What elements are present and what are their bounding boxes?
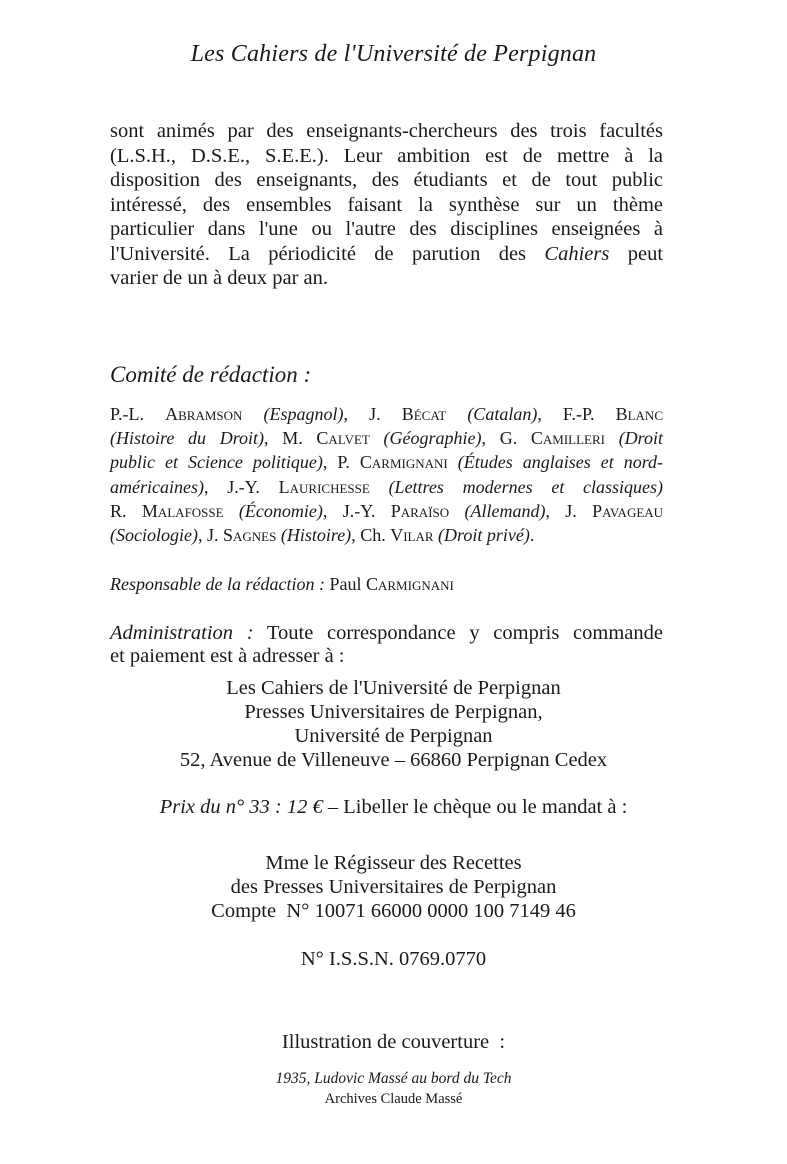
member-discipline-part: (Droit <box>618 428 664 449</box>
member-initials: J. <box>565 500 577 521</box>
member-initials: F.-P. <box>562 404 595 424</box>
editor-first-name: Paul <box>329 574 362 594</box>
running-header: Les Cahiers de l'Université de Perpignan <box>190 41 597 67</box>
cahiers-italic: Cahiers <box>544 242 610 265</box>
member-name: Carmignani <box>359 452 448 473</box>
member-discipline: (Catalan) <box>467 404 538 424</box>
member-name: Bécat <box>401 404 447 424</box>
committee-list <box>110 402 663 547</box>
committee-line: P.-L. Abramson (Espagnol), J. Bécat (Catalan), F.-P. Blanc <box>110 404 663 424</box>
member-initials: Ch. <box>360 524 386 545</box>
intro-line-tail: peut <box>627 242 664 265</box>
member-name: Blanc <box>615 404 663 424</box>
member-discipline: (Histoire) <box>280 524 352 545</box>
issn-number: N° I.S.S.N. 0769.0770 <box>300 948 487 970</box>
member-discipline: (Géographie) <box>383 428 482 449</box>
address-line: Université de Perpignan <box>294 725 493 747</box>
admin-label: Administration : <box>110 622 254 644</box>
member-initials: J.-Y. <box>342 500 376 521</box>
member-discipline: (Droit privé) <box>438 524 530 545</box>
member-initials: J. <box>369 404 381 424</box>
intro-paragraph <box>110 119 663 291</box>
member-initials: J. <box>206 524 219 545</box>
intro-line <box>110 242 663 267</box>
payee-line: Compte N° 10071 66000 0000 100 7149 46 <box>211 900 576 922</box>
payee-line: des Presses Universitaires de Perpignan <box>230 876 557 898</box>
committee-line: public et Science politique), P. Carmignani (Études anglaises et nord- <box>110 452 664 473</box>
member-name: Laurichesse <box>278 476 370 497</box>
member-name: Malafosse <box>141 500 224 521</box>
member-discipline: (Lettres modernes et classiques) <box>388 476 664 497</box>
member-name: Paraïso <box>390 500 450 521</box>
editor-in-charge <box>110 574 454 595</box>
member-name: Abramson <box>165 404 243 424</box>
payee-line: Mme le Régisseur des Recettes <box>265 852 522 874</box>
member-initials: R. <box>110 500 127 521</box>
editor-label: Responsable de la rédaction : <box>110 574 325 594</box>
member-discipline-part: américaines) <box>110 476 204 497</box>
address-line: Presses Universitaires de Perpignan, <box>244 701 543 723</box>
price-label: Prix du n° 33 : 12 € <box>159 796 323 818</box>
price-text: – Libeller le chèque ou le mandat à : <box>327 796 628 818</box>
intro-line: sont animés par des enseignants-chercheurs des trois facultés <box>110 120 663 142</box>
intro-line: disposition des enseignants, des étudiants et de tout public <box>110 169 663 191</box>
member-discipline: (Histoire du Droit) <box>110 428 265 449</box>
member-discipline: (Espagnol) <box>263 404 344 424</box>
committee-line: R. Malafosse (Économie), J.-Y. Paraïso (Allemand), J. Pavageau <box>110 500 664 521</box>
member-name: Camilleri <box>530 428 605 449</box>
intro-line-text: l'Université. La périodicité de parution des <box>110 242 527 265</box>
committee-line: (Histoire du Droit), M. Calvet (Géographie), G. Camilleri (Droit <box>110 428 664 449</box>
intro-line: particulier dans l'une ou l'autre des disciplines enseignées à <box>110 218 663 240</box>
cover-credit: Archives Claude Massé <box>324 1091 463 1107</box>
administration-block <box>110 622 663 668</box>
member-name: Sagnes <box>223 524 277 545</box>
admin-line <box>110 622 663 645</box>
admin-line: et paiement est à adresser à : <box>110 645 345 667</box>
price-line <box>0 795 787 819</box>
member-initials: P.-L. <box>110 404 145 424</box>
admin-text: Toute correspondance y compris commande <box>266 622 663 644</box>
member-initials: G. <box>499 428 518 449</box>
committee-line: américaines), J.-Y. Laurichesse (Lettres modernes et classiques) <box>110 476 664 497</box>
member-discipline: (Allemand) <box>464 500 546 521</box>
editor-last-name: Carmignani <box>365 574 454 594</box>
member-initials: J.-Y. <box>227 476 260 497</box>
member-name: Pavageau <box>592 500 664 521</box>
payee-block <box>0 851 787 923</box>
member-discipline-part: public et Science politique) <box>110 452 323 473</box>
member-discipline: (Économie) <box>238 500 323 521</box>
member-name: Calvet <box>316 428 370 449</box>
committee-title: Comité de rédaction : <box>110 362 312 387</box>
postal-address <box>0 676 787 772</box>
intro-line: (L.S.H., D.S.E., S.E.E.). Leur ambition est de mettre à la <box>110 144 663 167</box>
member-name: Vilar <box>390 524 434 545</box>
address-line: Les Cahiers de l'Université de Perpignan <box>226 677 561 699</box>
member-discipline-part: (Études anglaises et nord- <box>457 452 664 473</box>
member-initials: M. <box>282 428 303 449</box>
intro-line: varier de un à deux par an. <box>110 267 328 289</box>
address-line: 52, Avenue de Villeneuve – 66860 Perpignan Cedex <box>179 749 608 771</box>
committee-line: (Sociologie), J. Sagnes (Histoire), Ch. Vilar (Droit privé). <box>110 524 535 545</box>
cover-illustration-label: Illustration de couverture : <box>281 1031 506 1053</box>
cover-caption: 1935, Ludovic Massé au bord du Tech <box>275 1070 512 1087</box>
member-discipline: (Sociologie) <box>110 524 198 545</box>
member-initials: P. <box>337 452 350 473</box>
intro-line: intéressé, des ensembles faisant la synthèse sur un thème <box>110 193 663 216</box>
